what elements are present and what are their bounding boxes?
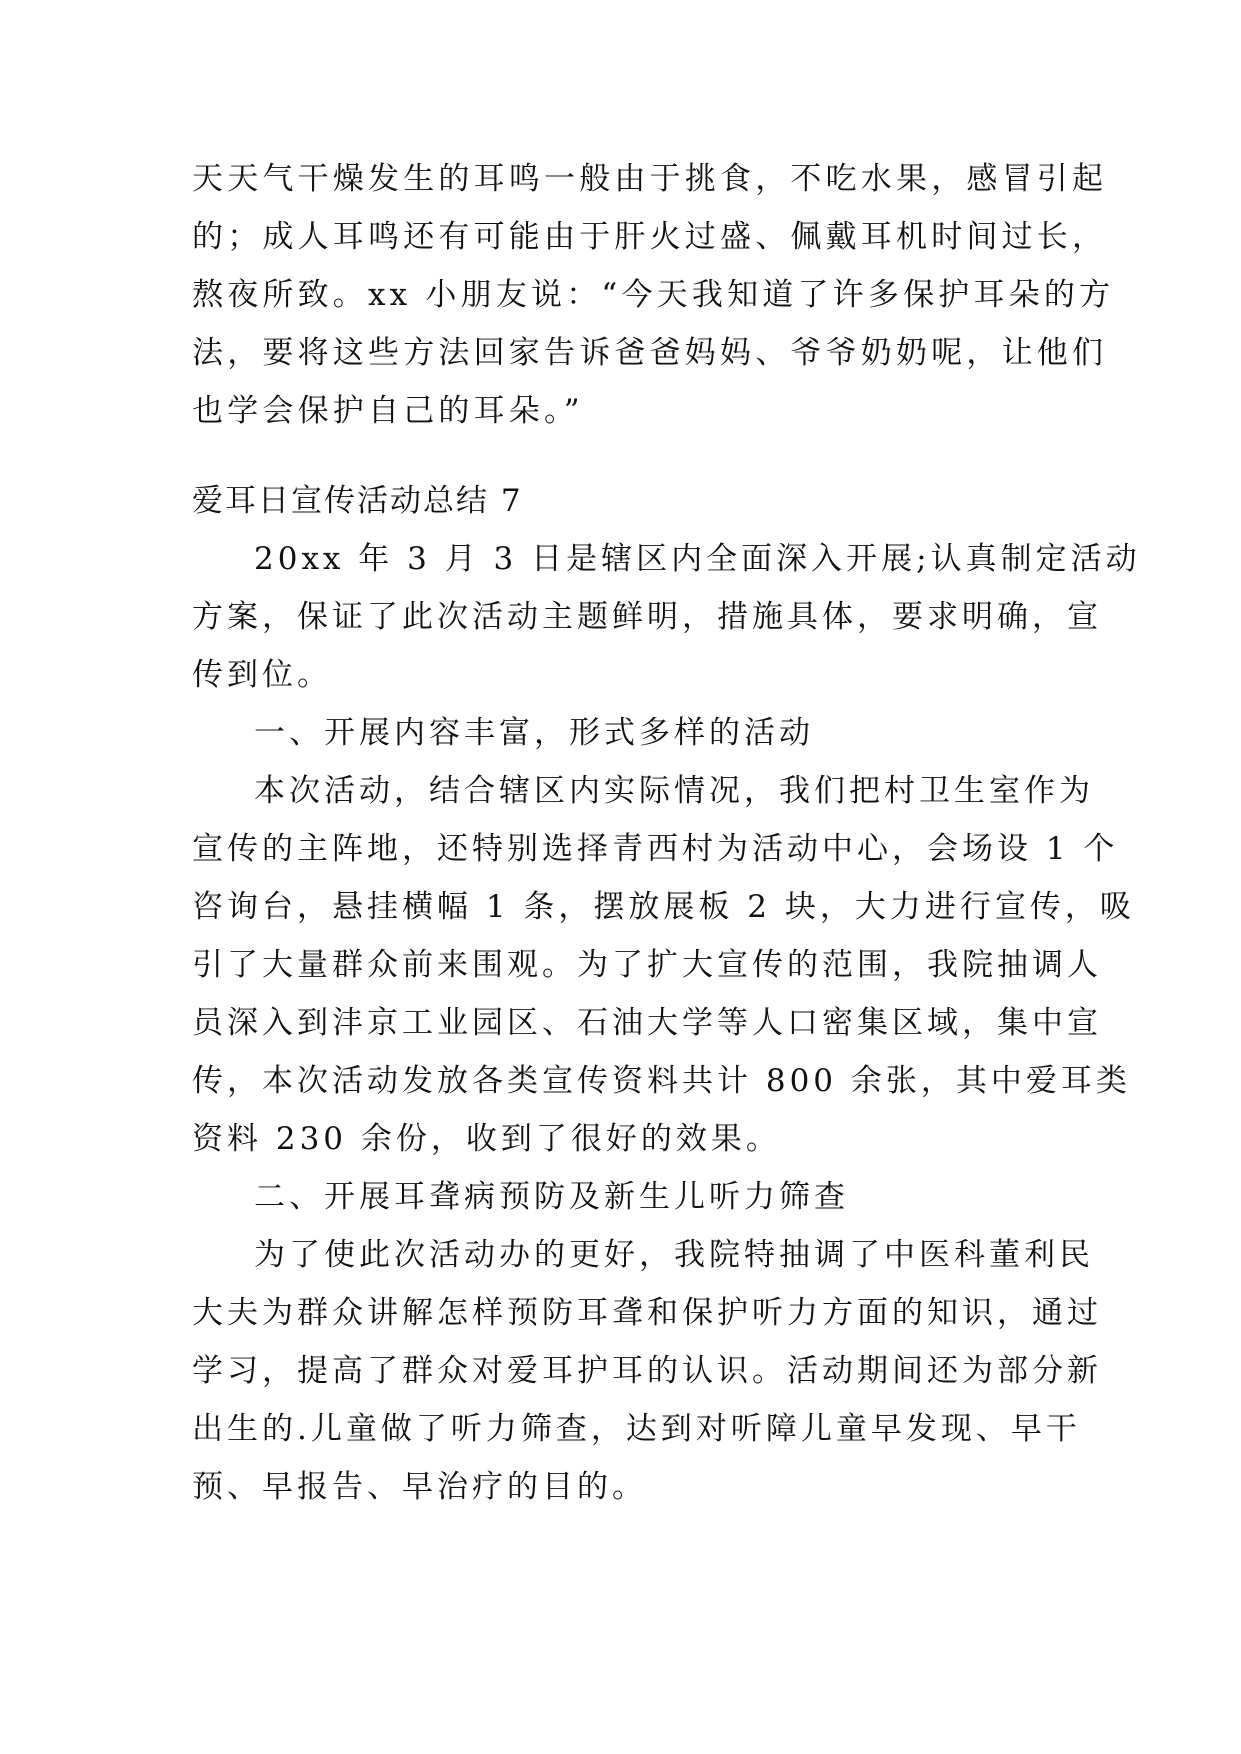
text-line: 资料 230 余份，收到了很好的效果。 <box>192 1121 781 1157</box>
text-line: 预、早报告、早治疗的目的。 <box>192 1469 647 1505</box>
text-line: 也学会保护自己的耳朵。” <box>192 393 584 429</box>
section-title: 爱耳日宣传活动总结 7 <box>192 483 523 519</box>
text-line: 传，本次活动发放各类宣传资料共计 800 余张，其中爱耳类 <box>192 1063 1131 1099</box>
text-line: 天天气干燥发生的耳鸣一般由于挑食，不吃水果，感冒引起 <box>192 161 1108 197</box>
text-line: 法，要将这些方法回家告诉爸爸妈妈、爷爷奶奶呢，让他们 <box>192 335 1108 371</box>
text-line: 本次活动，结合辖区内实际情况，我们把村卫生室作为 <box>254 773 1094 809</box>
text-line: 大夫为群众讲解怎样预防耳聋和保护听力方面的知识，通过 <box>192 1295 1102 1331</box>
opening-paragraph <box>192 530 1141 704</box>
text-line: 为了使此次活动办的更好，我院特抽调了中医科董利民 <box>254 1237 1094 1273</box>
part-1-paragraph <box>192 762 1135 1168</box>
text-line: 员深入到沣京工业园区、石油大学等人口密集区域，集中宣 <box>192 1005 1102 1041</box>
text-line: 出生的.儿童做了听力筛查，达到对听障儿童早发现、早干 <box>192 1411 1081 1447</box>
document-page <box>192 150 1141 1516</box>
text-line: 的；成人耳鸣还有可能由于肝火过盛、佩戴耳机时间过长， <box>192 219 1108 255</box>
text-line: 20xx 年 3 月 3 日是辖区内全面深入开展;认真制定活动 <box>254 541 1141 577</box>
part-2-paragraph <box>192 1226 1102 1516</box>
text-line: 宣传的主阵地，还特别选择青西村为活动中心，会场设 1 个 <box>192 831 1119 867</box>
subheading-1: 一、开展内容丰富，形式多样的活动 <box>254 715 814 751</box>
intro-continuation-paragraph <box>192 150 1115 440</box>
text-line: 方案，保证了此次活动主题鲜明，措施具体，要求明确，宣 <box>192 599 1102 635</box>
text-line: 传到位。 <box>192 657 332 693</box>
text-line: 引了大量群众前来围观。为了扩大宣传的范围，我院抽调人 <box>192 947 1102 983</box>
text-line: 熬夜所致。xx 小朋友说：“今天我知道了许多保护耳朵的方 <box>192 277 1115 313</box>
text-line: 学习，提高了群众对爱耳护耳的认识。活动期间还为部分新 <box>192 1353 1102 1389</box>
subheading-2: 二、开展耳聋病预防及新生儿听力筛查 <box>254 1179 849 1215</box>
text-line: 咨询台，悬挂横幅 1 条，摆放展板 2 块，大力进行宣传，吸 <box>192 889 1135 925</box>
